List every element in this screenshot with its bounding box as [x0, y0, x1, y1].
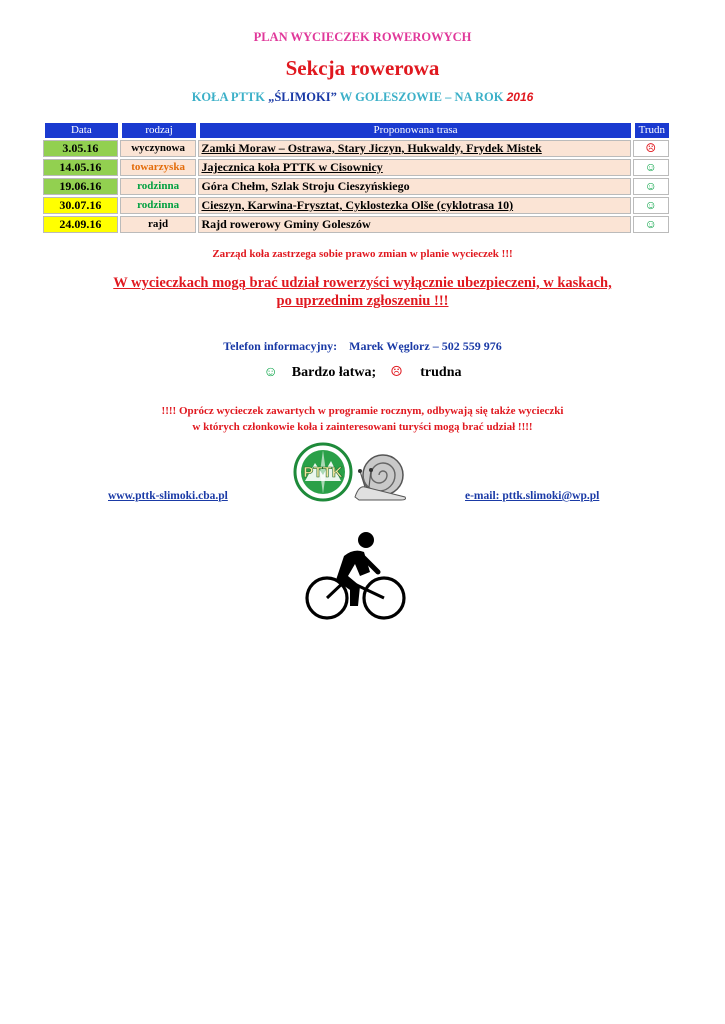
frown-icon: ☹	[390, 365, 403, 380]
row-date: 19.06.16	[43, 178, 118, 195]
bicycle-icon	[300, 528, 412, 624]
phone-label: Telefon informacyjny:	[223, 339, 338, 353]
extra-line-1: !!!! Oprócz wycieczek zawartych w programie rocznym, odbywają się także wycieczki	[161, 405, 564, 417]
row-date: 3.05.16	[43, 140, 118, 157]
smile-icon: ☺	[633, 197, 669, 214]
insurance-line-1: W wycieczkach mogą brać udział rowerzyści wyłącznie ubezpieczeni, w kaskach,	[113, 275, 612, 291]
phone-value: Marek Węglorz – 502 559 976	[349, 339, 502, 353]
table-row	[43, 197, 669, 214]
column-header-date: Data	[43, 123, 118, 138]
row-date: 14.05.16	[43, 159, 118, 176]
smile-icon: ☺	[633, 159, 669, 176]
row-type: rodzinna	[120, 178, 197, 195]
insurance-note	[0, 274, 725, 310]
column-header-type: rodzaj	[120, 123, 197, 138]
pttk-logo	[293, 441, 413, 503]
legend-hard: trudna	[420, 365, 462, 380]
row-type: rajd	[120, 216, 197, 233]
plan-title: PLAN WYCIECZEK ROWEROWYCH	[253, 30, 472, 44]
smile-icon: ☺	[633, 216, 669, 233]
row-type: towarzyska	[120, 159, 197, 176]
row-route: Cieszyn, Karwina-Frysztat, Cyklostezka Olše (cyklotrasa 10)	[198, 197, 630, 214]
trip-table	[41, 121, 671, 235]
website-link[interactable]: www.pttk-slimoki.cba.pl	[108, 490, 228, 502]
table-row	[43, 140, 669, 157]
table-row	[43, 178, 669, 195]
row-route: Góra Chełm, Szlak Stroju Cieszyńskiego	[198, 178, 630, 195]
column-header-difficulty: Trudn	[633, 123, 669, 138]
year: 2016	[506, 90, 534, 104]
extra-trips-note	[0, 403, 725, 435]
club-name: „ŚLIMOKI”	[268, 90, 337, 104]
table-row	[43, 216, 669, 233]
row-date: 24.09.16	[43, 216, 118, 233]
smile-icon: ☺	[633, 178, 669, 195]
column-header-route: Proponowana trasa	[198, 123, 630, 138]
smile-icon: ☺	[263, 365, 278, 380]
row-type: rodzinna	[120, 197, 197, 214]
row-type: wyczynowa	[120, 140, 197, 157]
phone-info	[0, 339, 725, 354]
changes-note: Zarząd koła zastrzega sobie prawo zmian w planie wycieczek !!!	[212, 248, 513, 260]
insurance-line-2: po uprzednim zgłoszeniu !!!	[276, 293, 449, 309]
row-route: Zamki Moraw – Ostrawa, Stary Jiczyn, Hukwaldy, Frydek Mistek	[198, 140, 630, 157]
logo-text: PTTK	[303, 464, 343, 481]
row-route: Jajecznica koła PTTK w Cisownicy	[198, 159, 630, 176]
table-row	[43, 159, 669, 176]
difficulty-legend	[0, 364, 725, 381]
row-route: Rajd rowerowy Gminy Goleszów	[198, 216, 630, 233]
club-suffix: W GOLESZOWIE – NA ROK	[336, 90, 507, 104]
club-prefix: KOŁA PTTK	[191, 90, 269, 104]
club-line	[0, 90, 725, 105]
section-title: Sekcja rowerowa	[285, 56, 440, 80]
frown-icon: ☹	[633, 140, 669, 157]
legend-easy: Bardzo łatwa;	[291, 365, 377, 380]
extra-line-2: w których członkowie koła i zainteresowani turyści mogą brać udział !!!!	[192, 421, 533, 433]
email-link[interactable]: e-mail: pttk.slimoki@wp.pl	[465, 490, 600, 502]
table-header-row	[43, 123, 669, 138]
row-date: 30.07.16	[43, 197, 118, 214]
